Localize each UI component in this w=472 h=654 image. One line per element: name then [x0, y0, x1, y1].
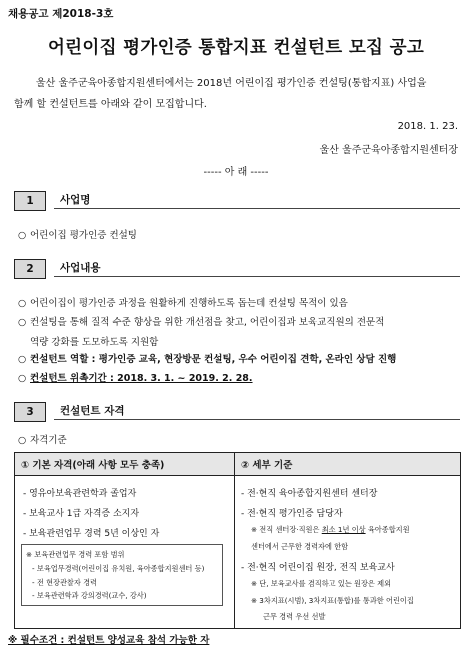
section-label: 사업내용: [54, 259, 460, 277]
section-label: 컨설턴트 자격: [54, 402, 460, 420]
criteria-label: 자격기준: [30, 435, 67, 446]
bullet-icon: ○: [18, 298, 27, 309]
qualification-table: [14, 452, 461, 629]
basic-item: - 보육교사 1급 자격증 소지자: [23, 509, 140, 519]
intro-line-1: 울산 울주군육아종합지원센터에서는 2018년 어린이집 평가인증 컨설팅(통합지표) 사업을: [36, 78, 427, 89]
page-title: 어린이집 평가인증 통합지표 컨설턴트 모집 공고: [47, 38, 425, 58]
detail-item: - 전·현직 어린이집 원장, 전직 보육교사: [241, 563, 395, 573]
consultant-role: 컨설턴트 역할 : 평가인증 교육, 현장방문 컨설팅, 우수 어린이집 견학, 온라인 상담 진행: [30, 354, 397, 365]
section-number: 2: [14, 259, 46, 279]
bullet-icon: ○: [18, 373, 27, 384]
note-title: ※ 보육관련업무 경력 포함 범위: [26, 550, 125, 559]
detail-note: ※ 단, 보육교사를 겸직하고 있는 원장은 제외: [251, 579, 392, 588]
basic-item: - 영유아보육관련학과 졸업자: [23, 489, 137, 499]
career-scope-note: [21, 544, 223, 606]
content-text-continued: 역량 강화를 도모하도록 지원함: [30, 337, 159, 348]
notice-date: 2018. 1. 23.: [397, 121, 458, 132]
detail-criteria-cell: [235, 476, 461, 629]
detail-criteria-header: ② 세부 기준: [235, 453, 461, 476]
note-text: ※ 전직 센터장·직원은: [251, 525, 322, 534]
section-number: 3: [14, 402, 46, 422]
section-3-header: [14, 402, 460, 422]
section-1-header: [14, 191, 460, 211]
basic-qualification-header: ① 기본 자격(아래 사항 모두 충족): [15, 453, 235, 476]
notice-number: 채용공고 제2018-3호: [8, 8, 114, 20]
content-text: 컨설팅을 통해 질적 수준 향상을 위한 개선점을 찾고, 어린이집과 보육교직원의 전문적: [30, 317, 385, 328]
intro-line-2: 함께 할 컨설턴트를 아래와 같이 모집합니다.: [14, 99, 207, 110]
required-condition: ※ 필수조건 : 컨설턴트 양성교육 참석 가능한 자: [8, 635, 210, 646]
detail-note: [251, 525, 410, 535]
detail-note: 센터에서 근무한 경력자에 한함: [251, 542, 349, 551]
bullet-icon: ○: [18, 230, 27, 241]
bullet-icon: ○: [18, 354, 27, 365]
note-emphasis: 최소 1년 이상: [321, 525, 366, 534]
content-text: 어린이집이 평가인증 과정을 원활하게 진행하도록 돕는데 컨설팅 목적이 있음: [30, 298, 348, 309]
section-2-header: [14, 259, 460, 279]
note-text: 육아종합지원: [365, 525, 410, 534]
section-number: 1: [14, 191, 46, 211]
note-item: - 보육관련학과 강의경력(교수, 강사): [32, 591, 147, 600]
bullet-icon: ○: [18, 317, 27, 328]
detail-item: - 전·현직 육아종합지원센터 센터장: [241, 489, 378, 499]
below-divider: ----- 아 래 -----: [203, 167, 269, 178]
project-name: 어린이집 평가인증 컨설팅: [30, 230, 137, 241]
detail-note: 근무 경력 우선 선발: [263, 612, 326, 621]
bullet-icon: ○: [18, 435, 27, 446]
detail-note: ※ 3차지표(시범), 3차지표(통합)를 통과한 어린이집: [251, 596, 414, 605]
detail-item: - 전·현직 평가인증 담당자: [241, 509, 343, 519]
basic-qualification-cell: [15, 476, 235, 629]
note-item: - 전 현장관찰자 경력: [32, 578, 97, 587]
appointment-period: 컨설턴트 위촉기간 : 2018. 3. 1. ~ 2019. 2. 28.: [30, 373, 253, 384]
section-label: 사업명: [54, 191, 460, 209]
basic-item: - 보육관련업무 경력 5년 이상인 자: [23, 529, 160, 539]
intro-paragraph: [14, 73, 460, 115]
note-item: - 보육업무경력(어린이집 유치원, 육아종합지원센터 등): [32, 564, 205, 573]
issuer-name: 울산 울주군육아종합지원센터장: [319, 145, 458, 156]
